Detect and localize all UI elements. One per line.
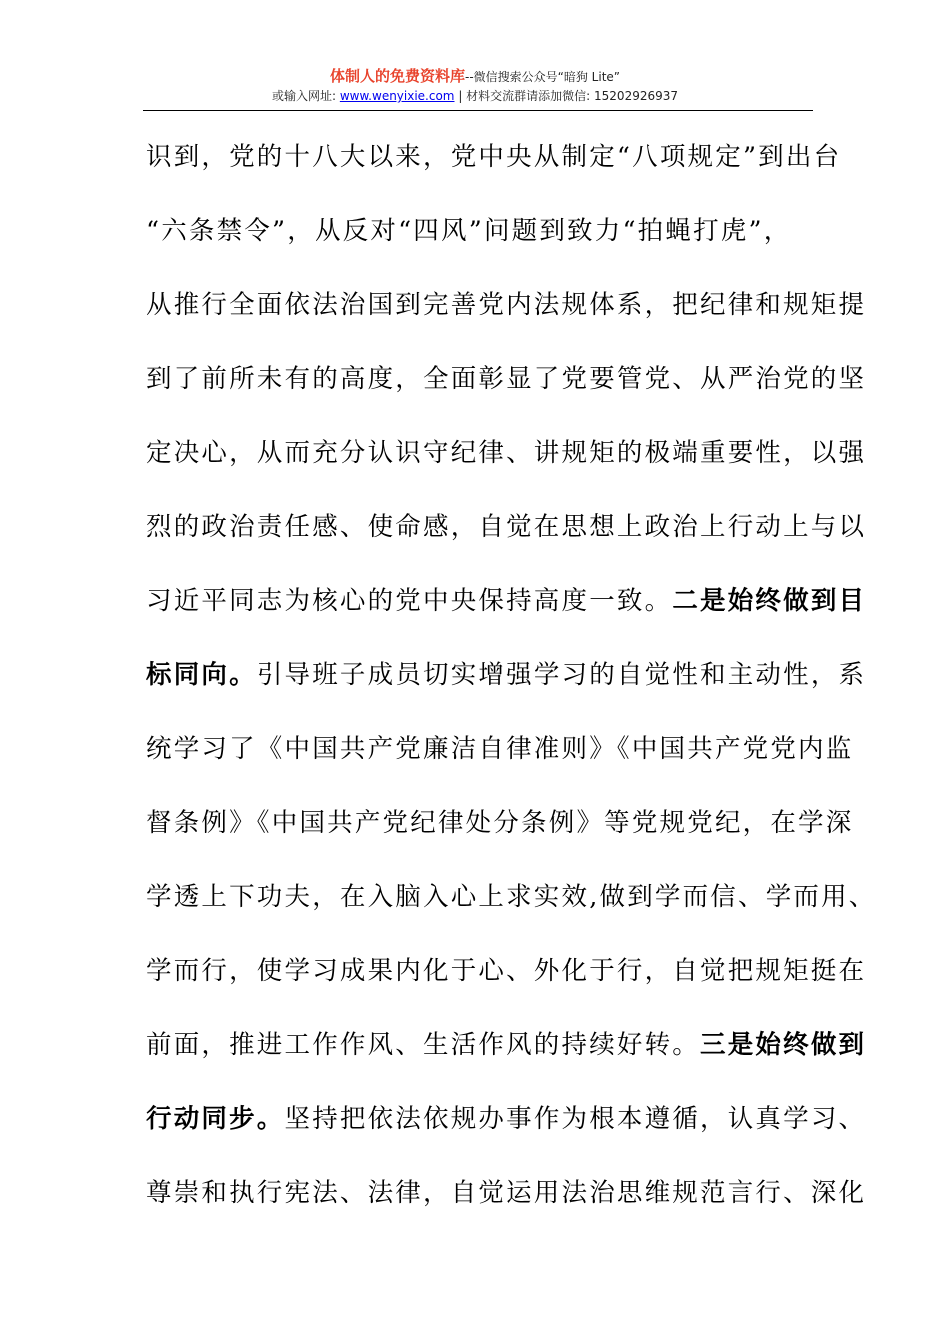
body-line bbox=[146, 786, 854, 860]
body-text-run: 从推行全面依法治国到完善党内法规体系，把纪律和规矩提 bbox=[146, 290, 867, 320]
section-heading-bold: 行动同步。 bbox=[146, 1104, 285, 1134]
body-line bbox=[146, 638, 867, 712]
body-line bbox=[146, 934, 867, 1008]
section-heading-bold: 三是始终做到 bbox=[700, 1030, 867, 1060]
body-text-run: 学透上下功夫，在入脑入心上求实效,做到学而信、学而用、 bbox=[146, 882, 877, 912]
body-line bbox=[146, 342, 867, 416]
body-line bbox=[146, 268, 867, 342]
body-text-run: “六条禁令”，从反对“四风”问题到致力“拍蝇打虎”， bbox=[146, 216, 792, 246]
body-line bbox=[146, 194, 814, 268]
body-line bbox=[146, 712, 854, 786]
website-link[interactable]: www.wenyixie.com bbox=[339, 89, 455, 103]
body-text-run: 尊崇和执行宪法、法律，自觉运用法治思维规范言行、深化 bbox=[146, 1178, 867, 1208]
body-text-run: 习近平同志为核心的党中央保持高度一致。 bbox=[146, 586, 673, 616]
body-text-run: 烈的政治责任感、使命感，自觉在思想上政治上行动上与以 bbox=[146, 512, 867, 542]
body-line bbox=[146, 416, 867, 490]
body-text-run: 引导班子成员切实增强学习的自觉性和主动性，系 bbox=[256, 660, 867, 690]
body-line bbox=[146, 1008, 867, 1082]
body-line bbox=[146, 860, 877, 934]
url-prefix: 或输入网址: bbox=[271, 89, 337, 103]
body-text-run: 坚持把依法依规办事作为根本遵循，认真学习、 bbox=[284, 1104, 867, 1134]
body-text-run: 识到，党的十八大以来，党中央从制定“八项规定”到出台 bbox=[146, 142, 842, 172]
document-body bbox=[146, 120, 877, 1230]
body-line bbox=[146, 1156, 867, 1230]
brand-title: 体制人的免费资料库 bbox=[329, 67, 465, 85]
header-divider bbox=[143, 110, 813, 111]
body-text-run: 统学习了《中国共产党廉洁自律准则》《中国共产党党内监 bbox=[146, 734, 854, 764]
contact-info: 材料交流群请添加微信: 15202926937 bbox=[466, 89, 679, 103]
header-title-line bbox=[0, 66, 950, 87]
page-header bbox=[0, 66, 950, 105]
body-text-run: 前面，推进工作作风、生活作风的持续好转。 bbox=[146, 1030, 701, 1060]
body-text-run: 学而行，使学习成果内化于心、外化于行，自觉把规矩挺在 bbox=[146, 956, 867, 986]
body-text-run: 到了前所未有的高度，全面彰显了党要管党、从严治党的坚 bbox=[146, 364, 867, 394]
body-text-run: 定决心，从而充分认识守纪律、讲规矩的极端重要性，以强 bbox=[146, 438, 867, 468]
section-heading-bold: 二是始终做到目 bbox=[672, 586, 867, 616]
body-line bbox=[146, 564, 867, 638]
header-info-line bbox=[0, 87, 950, 105]
header-separator: | bbox=[454, 89, 467, 103]
section-heading-bold: 标同向。 bbox=[146, 660, 257, 690]
body-line bbox=[146, 120, 842, 194]
header-subtitle: --微信搜索公众号“暗狗 Lite” bbox=[464, 70, 621, 84]
body-text-run: 督条例》《中国共产党纪律处分条例》等党规党纪，在学深 bbox=[146, 808, 854, 838]
body-line bbox=[146, 490, 867, 564]
body-line bbox=[146, 1082, 867, 1156]
